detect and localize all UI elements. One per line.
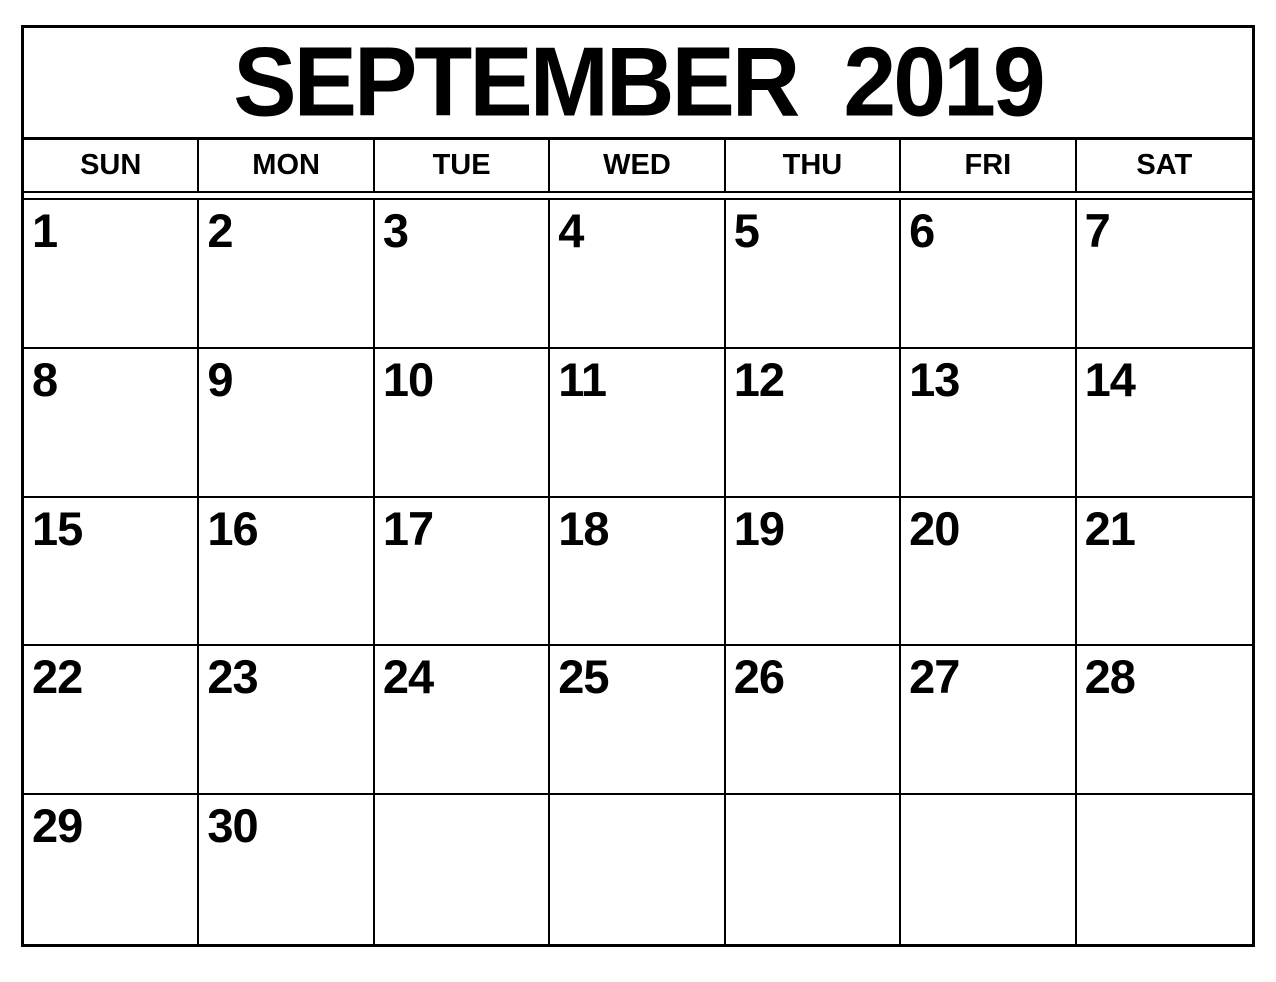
day-cell (375, 498, 550, 647)
day-cell (375, 795, 550, 944)
day-number: 2 (207, 204, 233, 257)
month-title: SEPTEMBER (233, 26, 798, 138)
day-cell (901, 795, 1076, 944)
day-cell (726, 795, 901, 944)
day-number: 10 (382, 352, 434, 406)
day-cell (1077, 200, 1252, 349)
day-cell (726, 200, 901, 349)
day-number: 24 (382, 650, 434, 704)
weekday-header-mon: MON (199, 140, 374, 191)
day-cell (24, 349, 199, 498)
day-cell (199, 200, 374, 349)
day-cell (1077, 349, 1252, 498)
day-number: 28 (1084, 650, 1135, 704)
day-cell (550, 646, 725, 795)
day-number: 11 (558, 352, 606, 406)
day-number: 9 (207, 352, 233, 406)
weekday-header-sun: SUN (24, 140, 199, 191)
day-cell (24, 200, 199, 349)
day-cell (1077, 498, 1252, 647)
year-title: 2019 (843, 26, 1043, 138)
weekday-header-row (24, 140, 1252, 193)
day-number: 17 (382, 501, 434, 555)
day-number: 15 (32, 501, 83, 555)
day-cell (901, 349, 1076, 498)
day-number: 14 (1084, 352, 1135, 406)
day-cell (550, 200, 725, 349)
monthly-calendar (21, 25, 1255, 947)
day-number: 18 (558, 501, 609, 555)
weekday-header-fri: FRI (901, 140, 1076, 191)
day-cell (550, 795, 725, 944)
day-cell (550, 498, 725, 647)
calendar-title (24, 28, 1252, 140)
calendar-grid (24, 198, 1252, 944)
day-cell (24, 795, 199, 944)
day-cell (199, 646, 374, 795)
day-cell (726, 646, 901, 795)
day-cell (199, 795, 374, 944)
day-cell (24, 646, 199, 795)
day-number: 7 (1084, 204, 1110, 257)
day-cell (199, 498, 374, 647)
day-cell (550, 349, 725, 498)
day-number: 16 (207, 501, 258, 555)
weekday-header-wed: WED (550, 140, 725, 191)
day-number: 22 (32, 650, 83, 704)
day-number: 20 (909, 501, 960, 555)
day-number: 12 (733, 352, 784, 406)
day-number: 3 (382, 204, 408, 257)
day-number: 13 (909, 352, 960, 406)
weekday-header-sat: SAT (1136, 149, 1193, 181)
day-cell (901, 200, 1076, 349)
day-cell (375, 646, 550, 795)
day-cell (375, 349, 550, 498)
day-number: 8 (32, 352, 58, 406)
day-number: 4 (558, 204, 584, 257)
day-number: 30 (207, 799, 258, 853)
day-number: 25 (558, 650, 609, 704)
day-cell (1077, 646, 1252, 795)
day-cell (199, 349, 374, 498)
weekday-header-tue: TUE (375, 140, 550, 191)
day-cell (726, 349, 901, 498)
day-number: 23 (207, 650, 258, 704)
day-number: 21 (1084, 501, 1135, 555)
day-number: 6 (909, 204, 935, 257)
day-cell (1077, 795, 1252, 944)
day-cell (726, 498, 901, 647)
day-cell (375, 200, 550, 349)
day-number: 1 (32, 204, 58, 257)
day-number: 29 (32, 799, 83, 853)
day-cell (24, 498, 199, 647)
day-number: 19 (733, 501, 784, 555)
day-number: 26 (733, 650, 784, 704)
day-cell (901, 498, 1076, 647)
weekday-header-thu: THU (726, 140, 901, 191)
day-number: 27 (909, 650, 960, 704)
day-number: 5 (733, 204, 759, 257)
day-cell (901, 646, 1076, 795)
